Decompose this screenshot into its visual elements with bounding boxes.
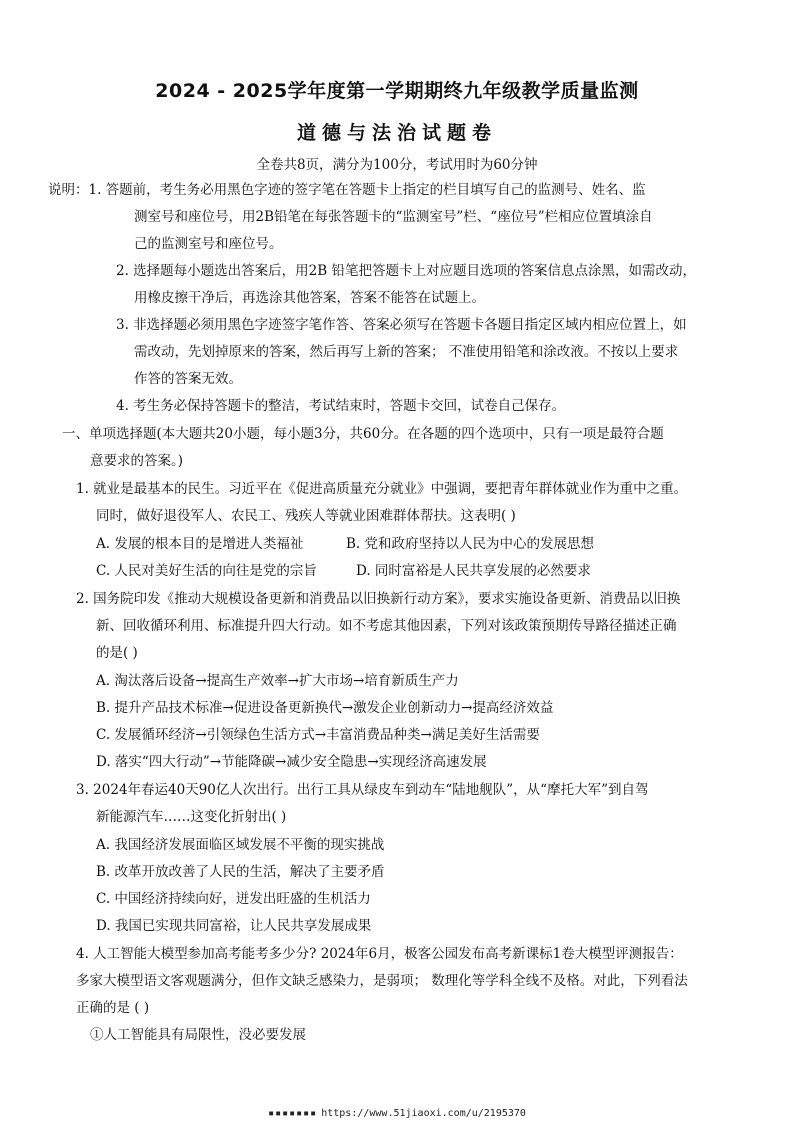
instruction-line: 需改动，先划掉原来的答案，然后再写上新的答案； 不准使用铅笔和涂改液。不按以上要求	[134, 344, 679, 360]
question-2-option-d: D. 落实“四大行动”→节能降碳→减少安全隐患→实现经济高速发展	[96, 754, 487, 770]
question-2-stem: 新、回收循环利用、标准提升四大行动。如不考虑其他因素，下列对该政策预期传导路径描述正确	[96, 618, 677, 634]
question-1-stem: 1. 就业是最基本的民生。习近平在《促进高质量充分就业》中强调，要把青年群体就业作为重中之重。	[76, 481, 688, 497]
question-1-option-b: B. 党和政府坚持以人民为中心的发展思想	[346, 536, 595, 552]
subject-title: 道德与法治试题卷	[296, 122, 497, 144]
question-2-option-a: A. 淘汰落后设备→提高生产效率→扩大市场→培育新质生产力	[96, 673, 459, 689]
question-1-option-d: D. 同时富裕是人民共享发展的必然要求	[356, 563, 591, 579]
instruction-line: 作答的答案无效。	[134, 371, 242, 387]
question-3-option-d: D. 我国已实现共同富裕，让人民共享发展成果	[96, 918, 372, 934]
question-4-stem: 多家大模型语文客观题满分，但作文缺乏感染力，是弱项； 数理化等学科全线不及格。对此，下列看法	[76, 973, 688, 989]
question-3-option-a: A. 我国经济发展面临区域发展不平衡的现实挑战	[96, 837, 385, 853]
footer-watermark	[0, 1108, 794, 1119]
footer-dots: ▪▪▪▪▪▪▪	[268, 1108, 318, 1119]
section-heading: 一、单项选择题(本大题共20小题，每小题3分，共60分。在各题的四个选项中，只有一项是最符合题	[62, 426, 664, 442]
exam-title: 2024 - 2025学年度第一学期期终九年级教学质量监测	[155, 80, 639, 102]
question-1-option-a: A. 发展的根本目的是增进人类福祉	[96, 536, 304, 552]
question-1-option-c: C. 人民对美好生活的向往是党的宗旨	[96, 563, 317, 579]
question-1-stem: 同时，做好退役军人、农民工、残疾人等就业困难群体帮扶。这表明( )	[96, 508, 516, 524]
question-2-option-b: B. 提升产品技术标准→促进设备更新换代→激发企业创新动力→提高经济效益	[96, 700, 554, 716]
instruction-line: 3. 非选择题必须用黑色字迹签字笔作答、答案必须写在答题卡各题目指定区域内相应位置上，如	[116, 317, 687, 333]
question-4-stem: 4. 人工智能大模型参加高考能考多少分? 2024年6月，极客公园发布高考新课标1卷大模型评测报告：	[76, 946, 683, 962]
footer-url[interactable]: https://www.51jiaoxi.com/u/2195370	[321, 1108, 526, 1119]
instruction-line: 2. 选择题每小题选出答案后，用2B 铅笔把答题卡上对应题目选项的答案信息点涂黑，如需改动，	[116, 263, 696, 279]
question-4-item-1: ①人工智能具有局限性，没必要发展	[90, 1027, 306, 1043]
question-3-stem: 3. 2024年春运40天90亿人次出行。出行工具从绿皮车到动车“陆地舰队”，从“摩托大军”到自驾	[76, 782, 649, 798]
section-heading-cont: 意要求的答案。)	[90, 453, 184, 469]
question-3-option-c: C. 中国经济持续向好，迸发出旺盛的生机活力	[96, 891, 371, 907]
instruction-line: 测室号和座位号，用2B铅笔在每张答题卡的“监测室号”栏、“座位号”栏相应位置填涂自	[134, 209, 653, 225]
question-2-stem: 2. 国务院印发《推动大规模设备更新和消费品以旧换新行动方案》，要求实施设备更新、消费品以旧换	[76, 591, 681, 607]
instruction-line: 己的监测室号和座位号。	[134, 236, 283, 252]
instruction-line: 4. 考生务必保持答题卡的整洁，考试结束时，答题卡交回，试卷自己保存。	[116, 398, 566, 414]
question-4-stem: 正确的是 ( )	[76, 1000, 150, 1016]
question-3-option-b: B. 改革开放改善了人民的生活，解决了主要矛盾	[96, 864, 385, 880]
instruction-line: 说明：1. 答题前，考生务必用黑色字迹的签字笔在答题卡上指定的栏目填写自己的监测号、姓名、监	[48, 182, 646, 198]
instruction-line: 用橡皮擦干净后，再选涂其他答案，答案不能答在试题上。	[134, 290, 485, 306]
question-2-option-c: C. 发展循环经济→引领绿色生活方式→丰富消费品种类→满足美好生活需要	[96, 727, 540, 743]
question-3-stem: 新能源汽车……这变化折射出( )	[96, 809, 287, 825]
exam-info: 全卷共8页，满分为100分，考试用时为60分钟	[256, 157, 538, 173]
question-2-stem: 的是( )	[96, 645, 138, 661]
